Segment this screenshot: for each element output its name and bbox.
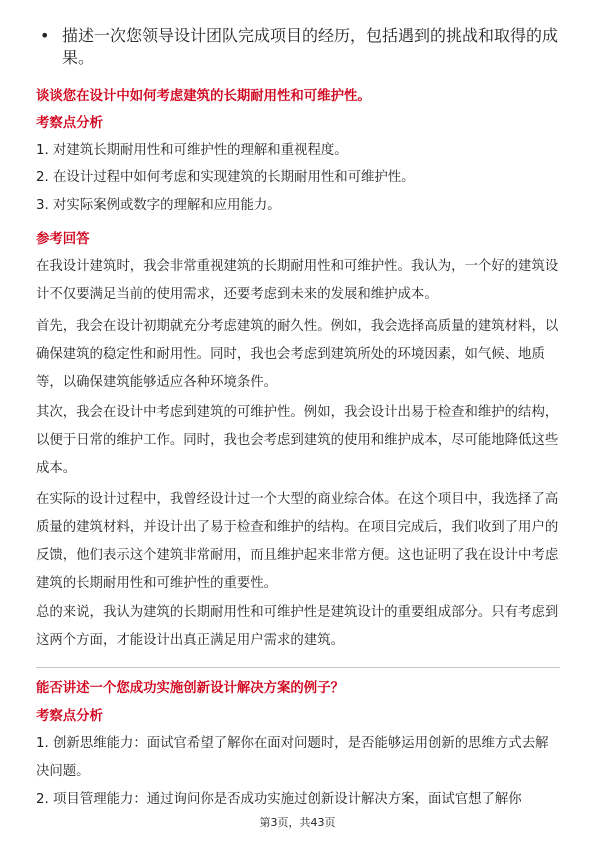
top-bullet-item [40, 25, 560, 69]
question-1-analysis-item: 2. 在设计过程中如何考虑和实现建筑的长期耐用性和可维护性。 [36, 170, 415, 185]
answer-paragraph: 在我设计建筑时，我会非常重视建筑的长期耐用性和可维护性。我认为，一个好的建筑设计不仅要满足当前的使用需求，还要考虑到未来的发展和维护成本。 [36, 259, 559, 302]
bullet-marker: • [40, 26, 50, 45]
answer-paragraph: 总的来说，我认为建筑的长期耐用性和可维护性是建筑设计的重要组成部分。只有考虑到这两个方面，才能设计出真正满足用户需求的建筑。 [36, 605, 559, 648]
question-2-analysis-item: 2. 项目管理能力：通过询问你是否成功实施过创新设计解决方案，面试官想了解你 [36, 792, 522, 807]
question-1-title: 谈谈您在设计中如何考虑建筑的长期耐用性和可维护性。 [36, 89, 371, 104]
answer-paragraph: 其次，我会在设计中考虑到建筑的可维护性。例如，我会设计出易于检查和维护的结构，以便于日常的维护工作。同时，我也会考虑到建筑的使用和维护成本，尽可能地降低这些成本。 [36, 405, 559, 476]
answer-paragraph: 在实际的设计过程中，我曾经设计过一个大型的商业综合体。在这个项目中，我选择了高质量的建筑材料，并设计出了易于检查和维护的结构。在项目完成后，我们收到了用户的反馈，他们表示这个建筑非常耐用，而且维护起来非常方便。这也证明了我在设计中考虑建筑的长期耐用性和可维护性的重要性。 [36, 492, 559, 591]
page-number: 第3页，共43页 [259, 816, 336, 829]
bullet-text: 描述一次您领导设计团队完成项目的经历，包括遇到的挑战和取得的成果。 [62, 26, 559, 67]
question-2-analysis-item: 1. 创新思维能力：面试官希望了解你在面对问题时，是否能够运用创新的思维方式去解决问题。 [36, 736, 549, 779]
section-divider [36, 667, 560, 668]
question-1-answer-heading: 参考回答 [36, 232, 90, 247]
question-1-analysis-heading: 考察点分析 [36, 116, 103, 131]
question-2-title: 能否讲述一个您成功实施创新设计解决方案的例子？ [36, 681, 344, 696]
question-1-analysis-item: 3. 对实际案例或数字的理解和应用能力。 [36, 198, 281, 213]
question-2-analysis-heading: 考察点分析 [36, 709, 103, 724]
question-1-analysis-item: 1. 对建筑长期耐用性和可维护性的理解和重视程度。 [36, 143, 348, 158]
answer-paragraph: 首先，我会在设计初期就充分考虑建筑的耐久性。例如，我会选择高质量的建筑材料，以确保建筑的稳定性和耐用性。同时，我也会考虑到建筑所处的环境因素，如气候、地质等，以确保建筑能够适应各种环境条件。 [36, 319, 559, 390]
